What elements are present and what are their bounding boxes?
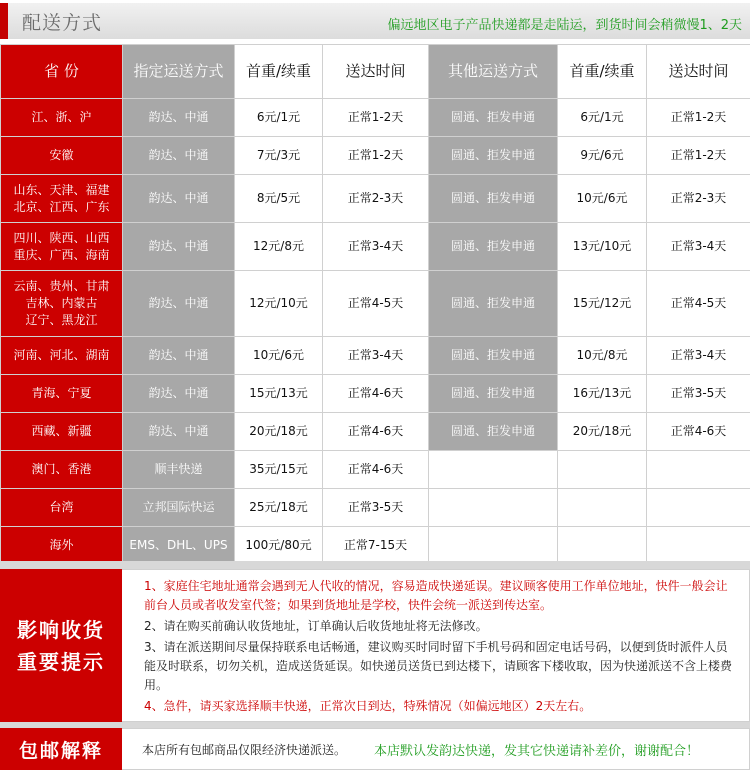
header-note: 偏远地区电子产品快递都是走陆运，到货时间会稍微慢1、2天	[387, 18, 742, 33]
section-header	[0, 0, 750, 44]
province-cell	[1, 271, 123, 337]
notice-item: 2、请在购买前确认收货地址，订单确认后收货地址将无法修改。	[144, 619, 488, 633]
table-row	[1, 451, 750, 489]
table-row	[1, 337, 750, 375]
carrier-cell: 顺丰快递	[123, 451, 235, 489]
price-cell: 10元/6元	[235, 337, 323, 375]
baoyou-body	[122, 728, 750, 770]
alt-price-cell	[558, 489, 647, 527]
col-header-alt-carrier: 其他运送方式	[429, 45, 558, 99]
time-cell: 正常4-5天	[323, 271, 429, 337]
alt-price-cell: 6元/1元	[558, 99, 647, 137]
alt-time-cell: 正常1-2天	[647, 137, 750, 175]
price-cell: 12元/10元	[235, 271, 323, 337]
price-cell: 35元/15元	[235, 451, 323, 489]
table-row	[1, 413, 750, 451]
time-cell: 正常3-4天	[323, 337, 429, 375]
province-line: 四川、陕西、山西	[13, 230, 110, 245]
notice-item: 3、请在派送期间尽量保持联系电话畅通，建议购买时同时留下手机号码和固定电话号码，以便到货时派件人员能及时联系，切勿关机，造成送货延误。如快递员送货已到达楼下，请顾客下楼收取，因为快递派送不含上楼费用。	[144, 640, 733, 692]
time-cell: 正常3-5天	[323, 489, 429, 527]
header-accent	[0, 3, 8, 39]
table-row	[1, 223, 750, 271]
notice-label-line1: 影响收货	[17, 617, 105, 642]
alt-carrier-cell: 圆通、拒发申通	[429, 271, 558, 337]
shipping-table	[0, 44, 750, 565]
alt-carrier-cell	[429, 489, 558, 527]
alt-price-cell	[558, 451, 647, 489]
province-line: 澳门、香港	[31, 462, 92, 476]
baoyou-green-text: 本店默认发韵达快递，发其它快递请补差价，谢谢配合！	[374, 743, 700, 759]
table-row	[1, 137, 750, 175]
table-row	[1, 527, 750, 565]
province-line: 北京、江西、广东	[13, 199, 110, 214]
alt-time-cell: 正常1-2天	[647, 99, 750, 137]
time-cell: 正常4-6天	[323, 413, 429, 451]
price-cell: 100元/80元	[235, 527, 323, 565]
price-cell: 12元/8元	[235, 223, 323, 271]
alt-carrier-cell: 圆通、拒发申通	[429, 175, 558, 223]
province-cell	[1, 413, 123, 451]
carrier-cell: 韵达、中通	[123, 175, 235, 223]
alt-carrier-cell	[429, 451, 558, 489]
table-row	[1, 175, 750, 223]
price-cell: 8元/5元	[235, 175, 323, 223]
province-cell	[1, 337, 123, 375]
alt-time-cell	[647, 489, 750, 527]
alt-time-cell: 正常4-5天	[647, 271, 750, 337]
price-cell: 20元/18元	[235, 413, 323, 451]
time-cell: 正常1-2天	[323, 99, 429, 137]
carrier-cell: 韵达、中通	[123, 337, 235, 375]
alt-carrier-cell: 圆通、拒发申通	[429, 137, 558, 175]
notice-label-line2: 重要提示	[17, 649, 105, 674]
notice-item: 4、急件，请买家选择顺丰快递，正常次日到达，特殊情况（如偏远地区）2天左右。	[144, 699, 592, 713]
notice-item: 1、家庭住宅地址通常会遇到无人代收的情况，容易造成快递延误。建议顾客使用工作单位地址，快件一般会让前台人员或者收发室代签；如果到货地址是学校，快件会统一派送到传达室。	[144, 579, 728, 612]
alt-carrier-cell: 圆通、拒发申通	[429, 413, 558, 451]
alt-time-cell: 正常3-4天	[647, 223, 750, 271]
province-cell	[1, 137, 123, 175]
notice-section	[0, 569, 750, 722]
carrier-cell: 韵达、中通	[123, 99, 235, 137]
time-cell: 正常2-3天	[323, 175, 429, 223]
alt-time-cell	[647, 527, 750, 565]
col-header-province: 省 份	[1, 45, 123, 99]
price-cell: 15元/13元	[235, 375, 323, 413]
table-header-row	[1, 45, 750, 99]
province-cell	[1, 451, 123, 489]
alt-price-cell: 9元/6元	[558, 137, 647, 175]
alt-time-cell: 正常2-3天	[647, 175, 750, 223]
province-line: 山东、天津、福建	[13, 182, 110, 197]
time-cell: 正常4-6天	[323, 375, 429, 413]
col-header-price: 首重/续重	[235, 45, 323, 99]
carrier-cell: 韵达、中通	[123, 375, 235, 413]
carrier-cell: 韵达、中通	[123, 223, 235, 271]
alt-time-cell: 正常3-4天	[647, 337, 750, 375]
alt-price-cell: 10元/8元	[558, 337, 647, 375]
carrier-cell: 韵达、中通	[123, 137, 235, 175]
province-line: 海外	[49, 538, 74, 552]
province-cell	[1, 99, 123, 137]
alt-price-cell: 16元/13元	[558, 375, 647, 413]
province-line: 辽宁、黑龙江	[25, 313, 98, 327]
alt-carrier-cell	[429, 527, 558, 565]
time-cell: 正常4-6天	[323, 451, 429, 489]
notice-body	[122, 569, 750, 722]
price-cell: 25元/18元	[235, 489, 323, 527]
carrier-cell: 立邦国际快运	[123, 489, 235, 527]
col-header-alt-time: 送达时间	[647, 45, 750, 99]
alt-time-cell: 正常4-6天	[647, 413, 750, 451]
alt-price-cell	[558, 527, 647, 565]
province-line: 台湾	[49, 500, 74, 514]
divider	[0, 561, 750, 569]
province-line: 重庆、广西、海南	[13, 247, 110, 262]
table-row	[1, 99, 750, 137]
time-cell: 正常3-4天	[323, 223, 429, 271]
baoyou-section	[0, 728, 750, 770]
notice-label	[0, 569, 122, 722]
alt-time-cell: 正常3-5天	[647, 375, 750, 413]
alt-time-cell	[647, 451, 750, 489]
alt-price-cell: 10元/6元	[558, 175, 647, 223]
province-cell	[1, 375, 123, 413]
alt-price-cell: 13元/10元	[558, 223, 647, 271]
time-cell: 正常1-2天	[323, 137, 429, 175]
alt-carrier-cell: 圆通、拒发申通	[429, 337, 558, 375]
table-row	[1, 375, 750, 413]
col-header-alt-price: 首重/续重	[558, 45, 647, 99]
province-cell	[1, 527, 123, 565]
alt-price-cell: 15元/12元	[558, 271, 647, 337]
alt-carrier-cell: 圆通、拒发申通	[429, 223, 558, 271]
alt-carrier-cell: 圆通、拒发申通	[429, 375, 558, 413]
province-cell	[1, 223, 123, 271]
province-cell	[1, 489, 123, 527]
time-cell: 正常7-15天	[323, 527, 429, 565]
carrier-cell: 韵达、中通	[123, 271, 235, 337]
col-header-carrier: 指定运送方式	[123, 45, 235, 99]
province-cell	[1, 175, 123, 223]
table-row	[1, 271, 750, 337]
province-line: 安徽	[49, 148, 74, 162]
province-line: 河南、河北、湖南	[13, 348, 110, 362]
carrier-cell: EMS、DHL、UPS	[123, 527, 235, 565]
price-cell: 7元/3元	[235, 137, 323, 175]
baoyou-label: 包邮解释	[0, 728, 122, 770]
province-line: 吉林、内蒙古	[25, 296, 98, 310]
col-header-time: 送达时间	[323, 45, 429, 99]
province-line: 江、浙、沪	[31, 110, 92, 124]
province-line: 云南、贵州、甘肃	[13, 279, 110, 293]
province-line: 青海、宁夏	[31, 386, 92, 400]
baoyou-text: 本店所有包邮商品仅限经济快递派送。	[142, 742, 347, 757]
alt-carrier-cell: 圆通、拒发申通	[429, 99, 558, 137]
alt-price-cell: 20元/18元	[558, 413, 647, 451]
carrier-cell: 韵达、中通	[123, 413, 235, 451]
price-cell: 6元/1元	[235, 99, 323, 137]
table-row	[1, 489, 750, 527]
province-line: 西藏、新疆	[31, 424, 92, 438]
page-title: 配送方式	[22, 12, 103, 34]
